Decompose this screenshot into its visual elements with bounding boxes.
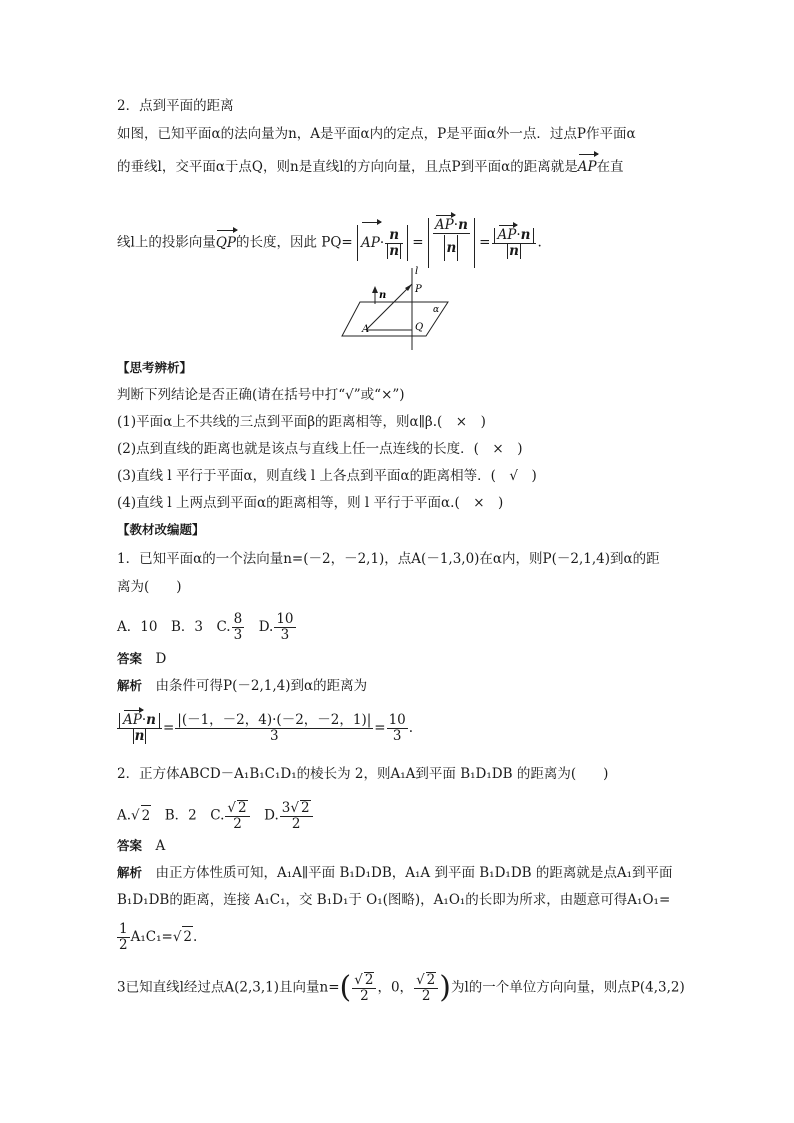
judge-item-1: (1)平面α上不共线的三点到平面β的距离相等，则α∥β.( × ) (117, 414, 486, 430)
judge-item-4: (4)直线 l 上两点到平面α的距离相等，则 l 平行于平面α.( × ) (117, 495, 504, 511)
q1-analysis: 解析 由条件可得P(－2,1,4)到α的距离为 (117, 678, 368, 694)
judge-intro: 判断下列结论是否正确(请在括号中打“√”或“×”) (117, 387, 405, 403)
plane-diagram (340, 262, 452, 354)
q2-analysis-3: $\frac{1}{2}$ A₁C₁=√ 2. (119, 921, 198, 953)
para-2: 的垂线l，交平面α于点Q，则n是直线l的方向向量，且点P到平面α的距离就是AP在直 (117, 159, 624, 175)
q1-line-1: 1．已知平面α的一个法向量n=(－2，－2,1)，点A(－1,3,0)在α内，则P(－2,1,4)到α的距 (117, 551, 660, 567)
think-heading: 【思考辨析】 (117, 360, 193, 375)
q2-analysis-1: 解析 由正方体性质可知，A₁A∥平面 B₁D₁DB，A₁A 到平面 B₁D₁DB 的距离就是点A₁到平面 (117, 865, 673, 881)
judge-item-2: (2)点到直线的距离也就是该点与直线上任一点连线的长度．( × ) (117, 441, 523, 457)
q2-options: A.√ 2 B．2 C. $\frac{√ 2}{2}$ D. $\frac{3√ 2}{2}$ (117, 800, 314, 832)
q1-line-2: 离为( ) (117, 579, 182, 595)
q1-answer: 答案 D (117, 651, 167, 667)
q2-line: 2．正方体ABCD－A₁B₁C₁D₁的棱长为 2，则A₁A到平面 B₁D₁DB 的距离为( ) (117, 766, 609, 782)
judge-item-3: (3)直线 l 平行于平面α，则直线 l 上各点到平面α的距离相等．( √ ) (117, 468, 537, 484)
q2-answer: 答案 A (117, 838, 166, 854)
label-q: Q (415, 322, 424, 333)
label-l: l (415, 266, 419, 277)
q1-options: A．10 B．3 C. $\frac{8}{3}$ D. $\frac{10}{3}$ (117, 611, 294, 643)
label-alpha: α (433, 305, 440, 315)
textbook-heading: 【教材改编题】 (117, 522, 205, 537)
q2-analysis-2: B₁D₁DB的距离，连接 A₁C₁，交 B₁D₁于 O₁(图略)，A₁O₁的长即为所求，由题意可得A₁O₁= (117, 892, 671, 908)
label-a: A (362, 324, 370, 335)
section-title: 2．点到平面的距离 (117, 98, 234, 114)
para-1: 如图，已知平面α的法向量为n，A是平面α内的定点，P是平面α外一点．过点P作平面α (117, 126, 636, 142)
para-3: 线l上的投影向量QP的长度，因此 PQ= AP· $\frac{n}{n}$ = $\frac{AP\cdot n}{n}$ = $\frac{AP\cdot n}{n}$ . (117, 218, 542, 268)
q3-line: 3已知直线l经过点A(2,3,1)且向量n=( $\frac{√ 2}{2}$ ，0， $\frac{√ 2}{2}$ )为l的一个单位方向向量，则点P(4,3,2) (117, 970, 685, 1005)
label-n: n (379, 290, 387, 301)
q1-calc: $\frac{AP\cdot n}{n}$ = $\frac{|(-1,-2,4)\cdot(-2,-2,1)|}{3}$ = $\frac{10}{3}$ . (116, 713, 413, 744)
label-p: P (415, 284, 422, 295)
